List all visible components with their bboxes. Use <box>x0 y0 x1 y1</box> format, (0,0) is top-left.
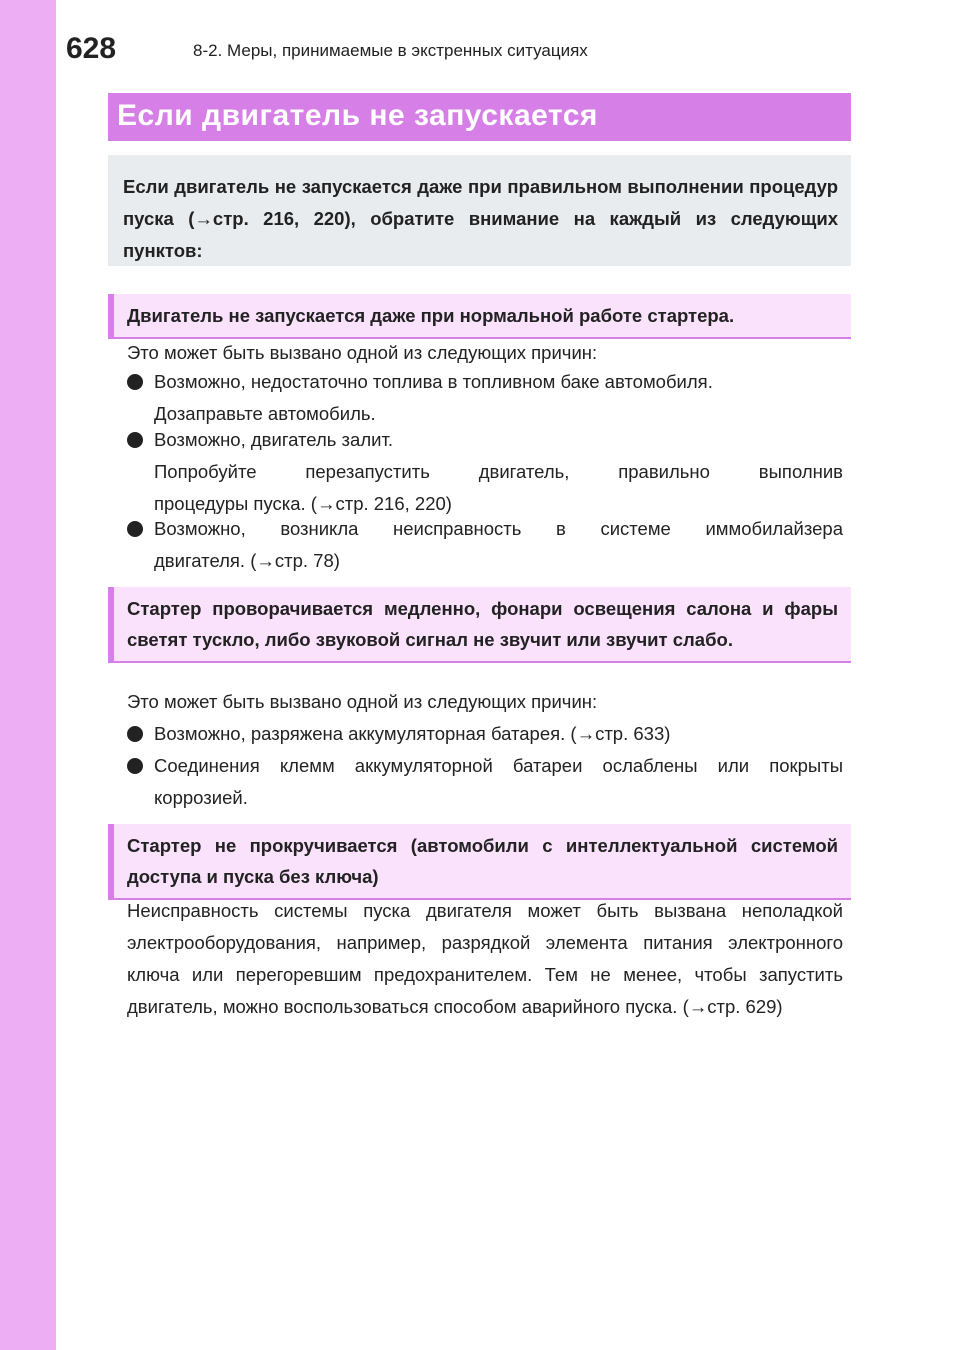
section-1-heading: Двигатель не запускается даже при нормальной работе стартера. <box>127 305 735 326</box>
bullet-line: Попробуйте перезапустить двигатель, правильно выполнив <box>154 461 843 482</box>
section-breadcrumb: 8-2. Меры, принимаемые в экстренных ситуациях <box>193 41 588 60</box>
bullet-line: Дозаправьте автомобиль. <box>154 403 376 424</box>
bullet-line: Возможно, возникла неисправность в системе иммобилайзера <box>154 518 843 539</box>
bullet-line: процедуры пуска. (→стр. 216, 220) <box>154 493 452 514</box>
bullet-line: коррозией. <box>154 787 248 808</box>
intro-text: Если двигатель не запускается даже при правильном выполнении процедур пуска (→стр. 216, 220), обратите внимание на каждый из следующих пунктов: <box>123 176 838 261</box>
bullet-dot-icon <box>127 374 143 390</box>
bullet-dot-icon <box>127 432 143 448</box>
page-number: 628 <box>66 32 117 65</box>
section-1-heading-box <box>108 294 851 339</box>
section-3-heading-box <box>108 824 851 900</box>
bullet-dot-icon <box>127 726 143 742</box>
bullet-line: двигателя. (→стр. 78) <box>154 550 340 571</box>
intro-box <box>108 155 851 266</box>
side-strip <box>0 0 56 1350</box>
page-title: Если двигатель не запускается <box>117 99 598 132</box>
section-3-heading: Стартер не прокручивается (автомобили с интеллектуальной системой доступа и пуска без ключа) <box>127 835 838 887</box>
section-2-heading: Стартер проворачивается медленно, фонари освещения салона и фары светят тускло, либо звуковой сигнал не звучит или звучит слабо. <box>127 598 838 650</box>
bullet-line: Возможно, разряжена аккумуляторная батарея. (→стр. 633) <box>154 723 671 744</box>
section-2-heading-box <box>108 587 851 663</box>
bullet-dot-icon <box>127 758 143 774</box>
bullet-dot-icon <box>127 521 143 537</box>
section-2-lead: Это может быть вызвано одной из следующих причин: <box>127 691 598 712</box>
bullet-line: Возможно, недостаточно топлива в топливном баке автомобиля. <box>154 371 713 392</box>
bullet-line: Соединения клемм аккумуляторной батареи ослаблены или покрыты <box>154 755 843 776</box>
bullet-line: Возможно, двигатель залит. <box>154 429 394 450</box>
section-1-lead: Это может быть вызвано одной из следующих причин: <box>127 342 598 363</box>
title-bar <box>108 93 851 141</box>
section-3-body: Неисправность системы пуска двигателя может быть вызвана неполадкой электрооборудования, например, разрядкой элемента питания электронного ключа или перегоревшим предохранителем. Тем не менее, чтобы запустить двигатель, можно воспользоваться способом аварийного пуска. (→стр. 629) <box>127 900 843 1017</box>
